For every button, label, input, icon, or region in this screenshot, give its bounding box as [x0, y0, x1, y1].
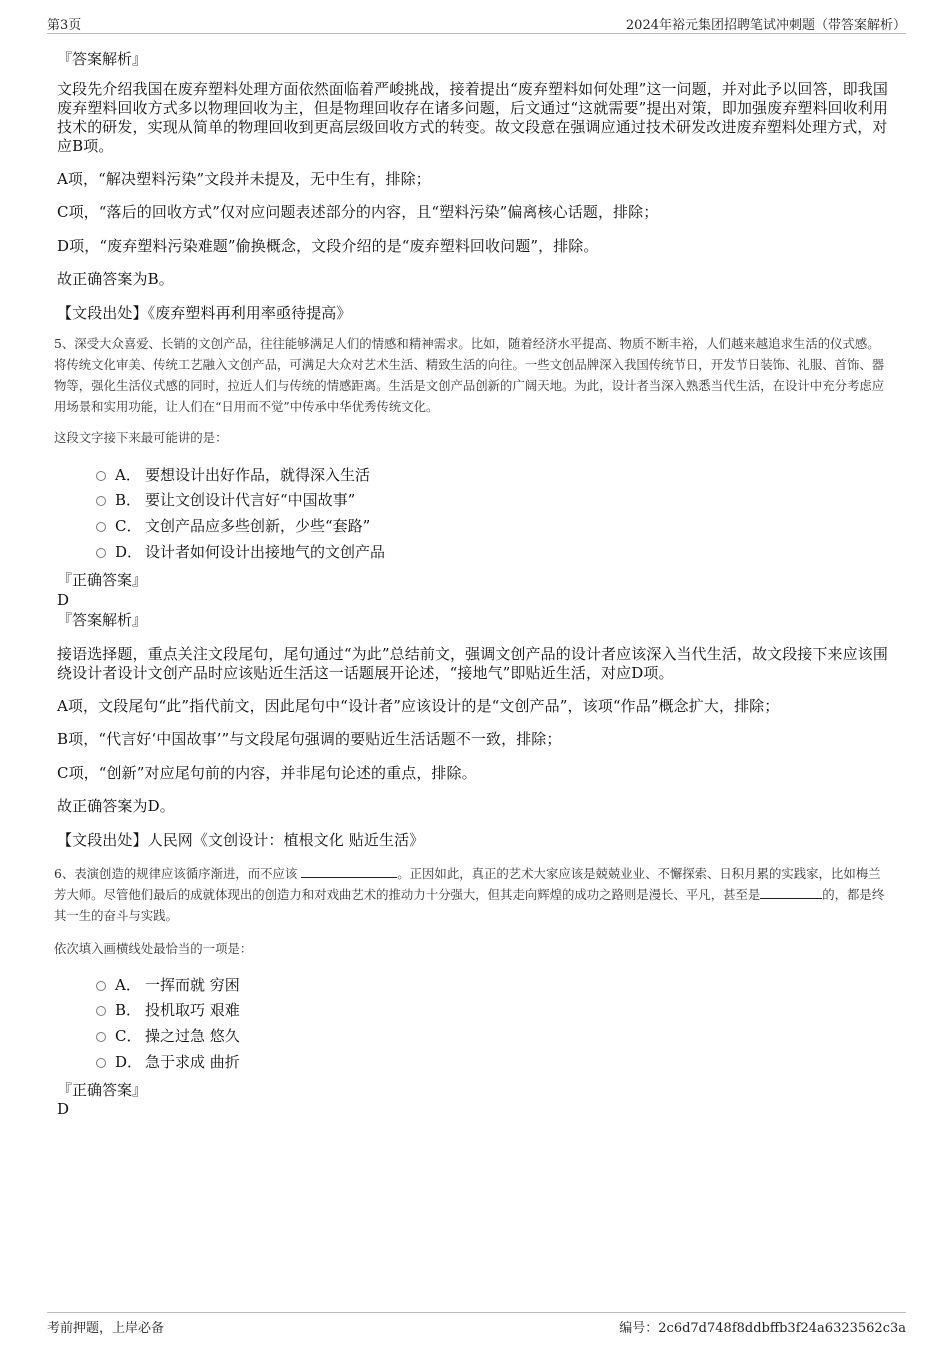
q5-answer: D: [57, 591, 70, 609]
q5-note-a: A项，文段尾句“此”指代前文，因此尾句中“设计者”应该设计的是“文创产品”，该项“作品”概念扩大，排除；: [57, 697, 780, 715]
q4-conclusion: 故正确答案为B。: [57, 270, 174, 288]
q4-source: 【文段出处】《废弃塑料再利用率亟待提高》: [57, 304, 352, 322]
radio-icon[interactable]: [96, 471, 106, 481]
q5-stem: 5、深受大众喜爱、长销的文创产品，往往能够满足人们的情感和精神需求。比如，随着经济水平提高、物质不断丰裕，人们越来越追求生活的仪式感。将传统文化审美、传统工艺融入文创产品，可满足大众对艺术生活、精致生活的向往。一些文创品牌深入我国传统节日，开发节日装饰、礼服、首饰、器物等，强化生活仪式感的同时，拉近人们与传统的情感距离。生活是文创产品创新的广阔天地。为此，设计者当深入熟悉当代生活，在设计中充分考虑应用场景和实用功能，让人们在“日用而不觉”中传承中华优秀传统文化。: [54, 336, 885, 414]
q4-note-d: D项，“废弃塑料污染难题”偷换概念，文段介绍的是“废弃塑料回收问题”，排除。: [57, 237, 599, 255]
q5-analysis-text: 接语选择题，重点关注文段尾句，尾句通过“为此”总结前文，强调文创产品的设计者应该深入当代生活，故文段接下来应该围绕设计者设计文创产品时应该贴近生活这一话题展开论述，“接地气”即贴近生活，对应D项。: [57, 645, 888, 682]
page-header: [47, 14, 906, 34]
q6-option-a[interactable]: A． 一挥而就 穷困: [96, 975, 240, 995]
q5-answer-label: 『正确答案』: [57, 571, 148, 589]
q6-option-d[interactable]: D． 急于求成 曲折: [96, 1052, 240, 1072]
q5-question: 这段文字接下来最可能讲的是：: [54, 430, 228, 445]
q6-blank-1[interactable]: [301, 865, 397, 878]
q5-option-b[interactable]: B． 要让文创设计代言好“中国故事”: [96, 490, 355, 510]
q6-answer-label: 『正确答案』: [57, 1081, 148, 1099]
page-footer: [47, 1312, 906, 1336]
radio-icon[interactable]: [96, 548, 106, 558]
q4-analysis-label: 『答案解析』: [57, 50, 148, 68]
radio-icon[interactable]: [96, 1006, 106, 1016]
q6-blank-2[interactable]: [760, 886, 822, 899]
q6-option-b[interactable]: B． 投机取巧 艰难: [96, 1000, 240, 1020]
document-id: 编号：2c6d7d748f8ddbffb3f24a6323562c3a: [619, 1321, 906, 1336]
q6-question: 依次填入画横线处最恰当的一项是：: [54, 941, 253, 956]
q6-stem: 6、表演创造的规律应该循序渐进，而不应该 。正因如此，真正的艺术大家应该是兢兢业业、不懈探索、日积月累的实践家，比如梅兰芳大师。尽管他们最后的成就体现出的创造力和对戏曲艺术的推动力十分强大，但其走向辉煌的成功之路则是漫长、平凡，甚至是 的，都是终其一生的奋斗与实践。: [54, 866, 885, 923]
q5-option-c[interactable]: C． 文创产品应多些创新，少些“套路”: [96, 516, 370, 536]
radio-icon[interactable]: [96, 1058, 106, 1068]
q4-note-c: C项，“落后的回收方式”仅对应问题表述部分的内容，且“塑料污染”偏离核心话题，排除；: [57, 203, 659, 221]
page-number: 第3页: [47, 18, 82, 33]
q5-note-c: C项，“创新”对应尾句前的内容，并非尾句论述的重点，排除。: [57, 764, 477, 782]
q5-analysis-label: 『答案解析』: [57, 611, 148, 629]
document-title: 2024年裕元集团招聘笔试冲刺题（带答案解析）: [625, 18, 906, 33]
q4-note-a: A项，“解决塑料污染”文段并未提及，无中生有，排除；: [57, 170, 431, 188]
q6-answer: D: [57, 1100, 70, 1118]
q5-option-a[interactable]: A． 要想设计出好作品，就得深入生活: [96, 465, 370, 485]
footer-slogan: 考前押题，上岸必备: [47, 1321, 165, 1336]
q6-option-c[interactable]: C． 操之过急 悠久: [96, 1026, 240, 1046]
q5-option-d[interactable]: D． 设计者如何设计出接地气的文创产品: [96, 542, 385, 562]
radio-icon[interactable]: [96, 981, 106, 991]
q4-analysis-text: 文段先介绍我国在废弃塑料处理方面依然面临着严峻挑战，接着提出“废弃塑料如何处理”这一问题，并对此予以回答，即我国废弃塑料回收方式多以物理回收为主，但是物理回收存在诸多问题，后文通过“这就需要”提出对策，即加强废弃塑料回收利用技术的研发，实现从简单的物理回收到更高层级回收方式的转变。故文段意在强调应通过技术研发改进废弃塑料处理方式，对应B项。: [57, 80, 888, 155]
radio-icon[interactable]: [96, 1032, 106, 1042]
radio-icon[interactable]: [96, 496, 106, 506]
radio-icon[interactable]: [96, 522, 106, 532]
q5-note-b: B项，“代言好‘中国故事’”与文段尾句强调的要贴近生活话题不一致，排除；: [57, 730, 562, 748]
q5-source: 【文段出处】人民网《文创设计：植根文化 贴近生活》: [57, 831, 425, 849]
q5-conclusion: 故正确答案为D。: [57, 797, 175, 815]
